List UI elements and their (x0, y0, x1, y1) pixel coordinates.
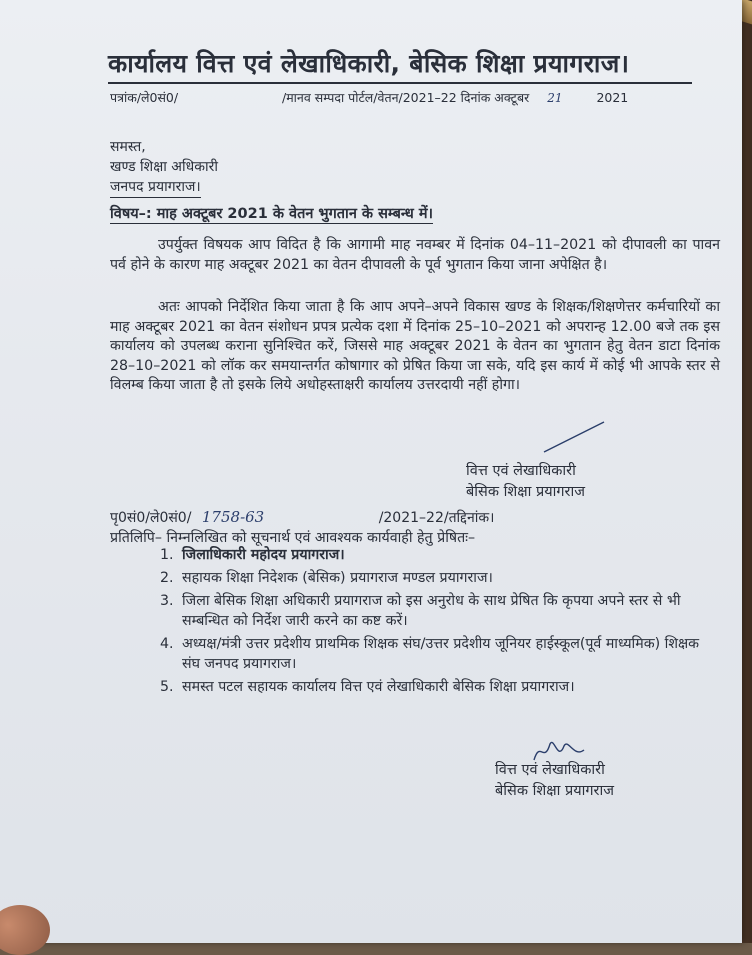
letter-date-line (282, 89, 628, 106)
endorsement-number-handwritten: 1758-63 (201, 508, 265, 526)
list-item (160, 568, 720, 588)
endorsement-suffix: /2021–22/तद्दिनांक। (378, 510, 495, 526)
list-text: जिला बेसिक शिक्षा अधिकारी प्रयागराज को इस अनुरोध के साथ प्रेषित कि कृपया अपने स्तर से भी सम्बन्धित को निर्देश जारी करने का कष्ट करें। (182, 593, 681, 629)
list-item (160, 591, 720, 631)
letter-year: 2021 (596, 90, 629, 105)
signature-mark-1 (540, 418, 610, 458)
letter-subject: विषय–: माह अक्टूबर 2021 के वेतन भुगतान के सम्बन्ध में। (110, 203, 433, 224)
list-item (160, 545, 720, 565)
signature1-office: बेसिक शिक्षा प्रयागराज (466, 484, 585, 500)
list-number: 5. (160, 679, 174, 695)
addressee-title: खण्ड शिक्षा अधिकारी (110, 159, 218, 175)
list-number: 3. (160, 593, 174, 609)
letter-ref-path: /मानव सम्पदा पोर्टल/वेतन/2021–22 दिनांक अक्टूबर (282, 90, 530, 105)
copy-recipient-list (160, 545, 720, 700)
copy-intro: प्रतिलिपि– निम्नलिखित को सूचनार्थ एवं आवश्यक कार्यवाही हेतु प्रेषितः– (110, 530, 476, 546)
signature2-designation: वित्त एवं लेखाधिकारी (495, 762, 605, 778)
list-number: 4. (160, 636, 174, 652)
list-text: जिलाधिकारी महोदय प्रयागराज। (182, 547, 345, 563)
letter-day-handwritten: 21 (547, 91, 563, 105)
finger-photo-edge (0, 905, 50, 955)
list-text: समस्त पटल सहायक कार्यालय वित्त एवं लेखाधिकारी बेसिक शिक्षा प्रयागराज। (182, 679, 575, 695)
list-text: अध्यक्ष/मंत्री उत्तर प्रदेशीय प्राथमिक शिक्षक संघ/उत्तर प्रदेशीय जूनियर हाईस्कूल(पूर्व माध्यमिक) शिक्षक संघ जनपद प्रयागराज। (182, 636, 700, 672)
signature2-office: बेसिक शिक्षा प्रयागराज (495, 783, 614, 799)
signature1-designation: वित्त एवं लेखाधिकारी (466, 463, 576, 479)
body-paragraph-2: अतः आपको निर्देशित किया जाता है कि आप अपने–अपने विकास खण्ड के शिक्षक/शिक्षणेत्तर कर्मचारियों का माह अक्टूबर 2021 का वेतन संशोधन प्रपत्र प्रत्येक दशा में दिनांक 25–10–2021 को अपरान्ह 12.00 बजे तक इस कार्यालय को उपलब्ध कराना सुनिश्चित करें, जिससे माह अक्टूबर 2021 के वेतन का भुगतान हेतु वेतन डाटा दिनांक 28–10–2021 को लॉक कर समयान्तर्गत कोषागार को प्रेषित किया जा सके, यदि इस कार्य में कोई भी आपके स्तर से विलम्ब किया जाता है तो इसके लिये अधोहस्ताक्षरी कार्यालय उत्तरदायी नहीं होगा। (110, 299, 720, 394)
letter-number: पत्रांक/ले0सं0/ (110, 90, 179, 105)
list-text: सहायक शिक्षा निदेशक (बेसिक) प्रयागराज मण्डल प्रयागराज। (182, 570, 493, 586)
list-number: 1. (160, 547, 174, 563)
addressee-district: जनपद प्रयागराज। (110, 177, 201, 198)
list-item (160, 677, 720, 697)
list-number: 2. (160, 570, 174, 586)
endorsement-reference (110, 508, 494, 527)
letter-heading: कार्यालय वित्त एवं लेखाधिकारी, बेसिक शिक्षा प्रयागराज। (108, 46, 692, 84)
body-paragraph-1: उपर्युक्त विषयक आप विदित है कि आगामी माह नवम्बर में दिनांक 04–11–2021 को दीपावली का पावन पर्व होने के कारण माह अक्टूबर 2021 का वेतन दीपावली के पूर्व भुगतान किया जाना अपेक्षित है। (110, 237, 720, 273)
endorsement-prefix: पृ0सं0/ले0सं0/ (110, 510, 192, 526)
addressee-salutation: समस्त, (110, 139, 146, 155)
list-item (160, 634, 720, 674)
